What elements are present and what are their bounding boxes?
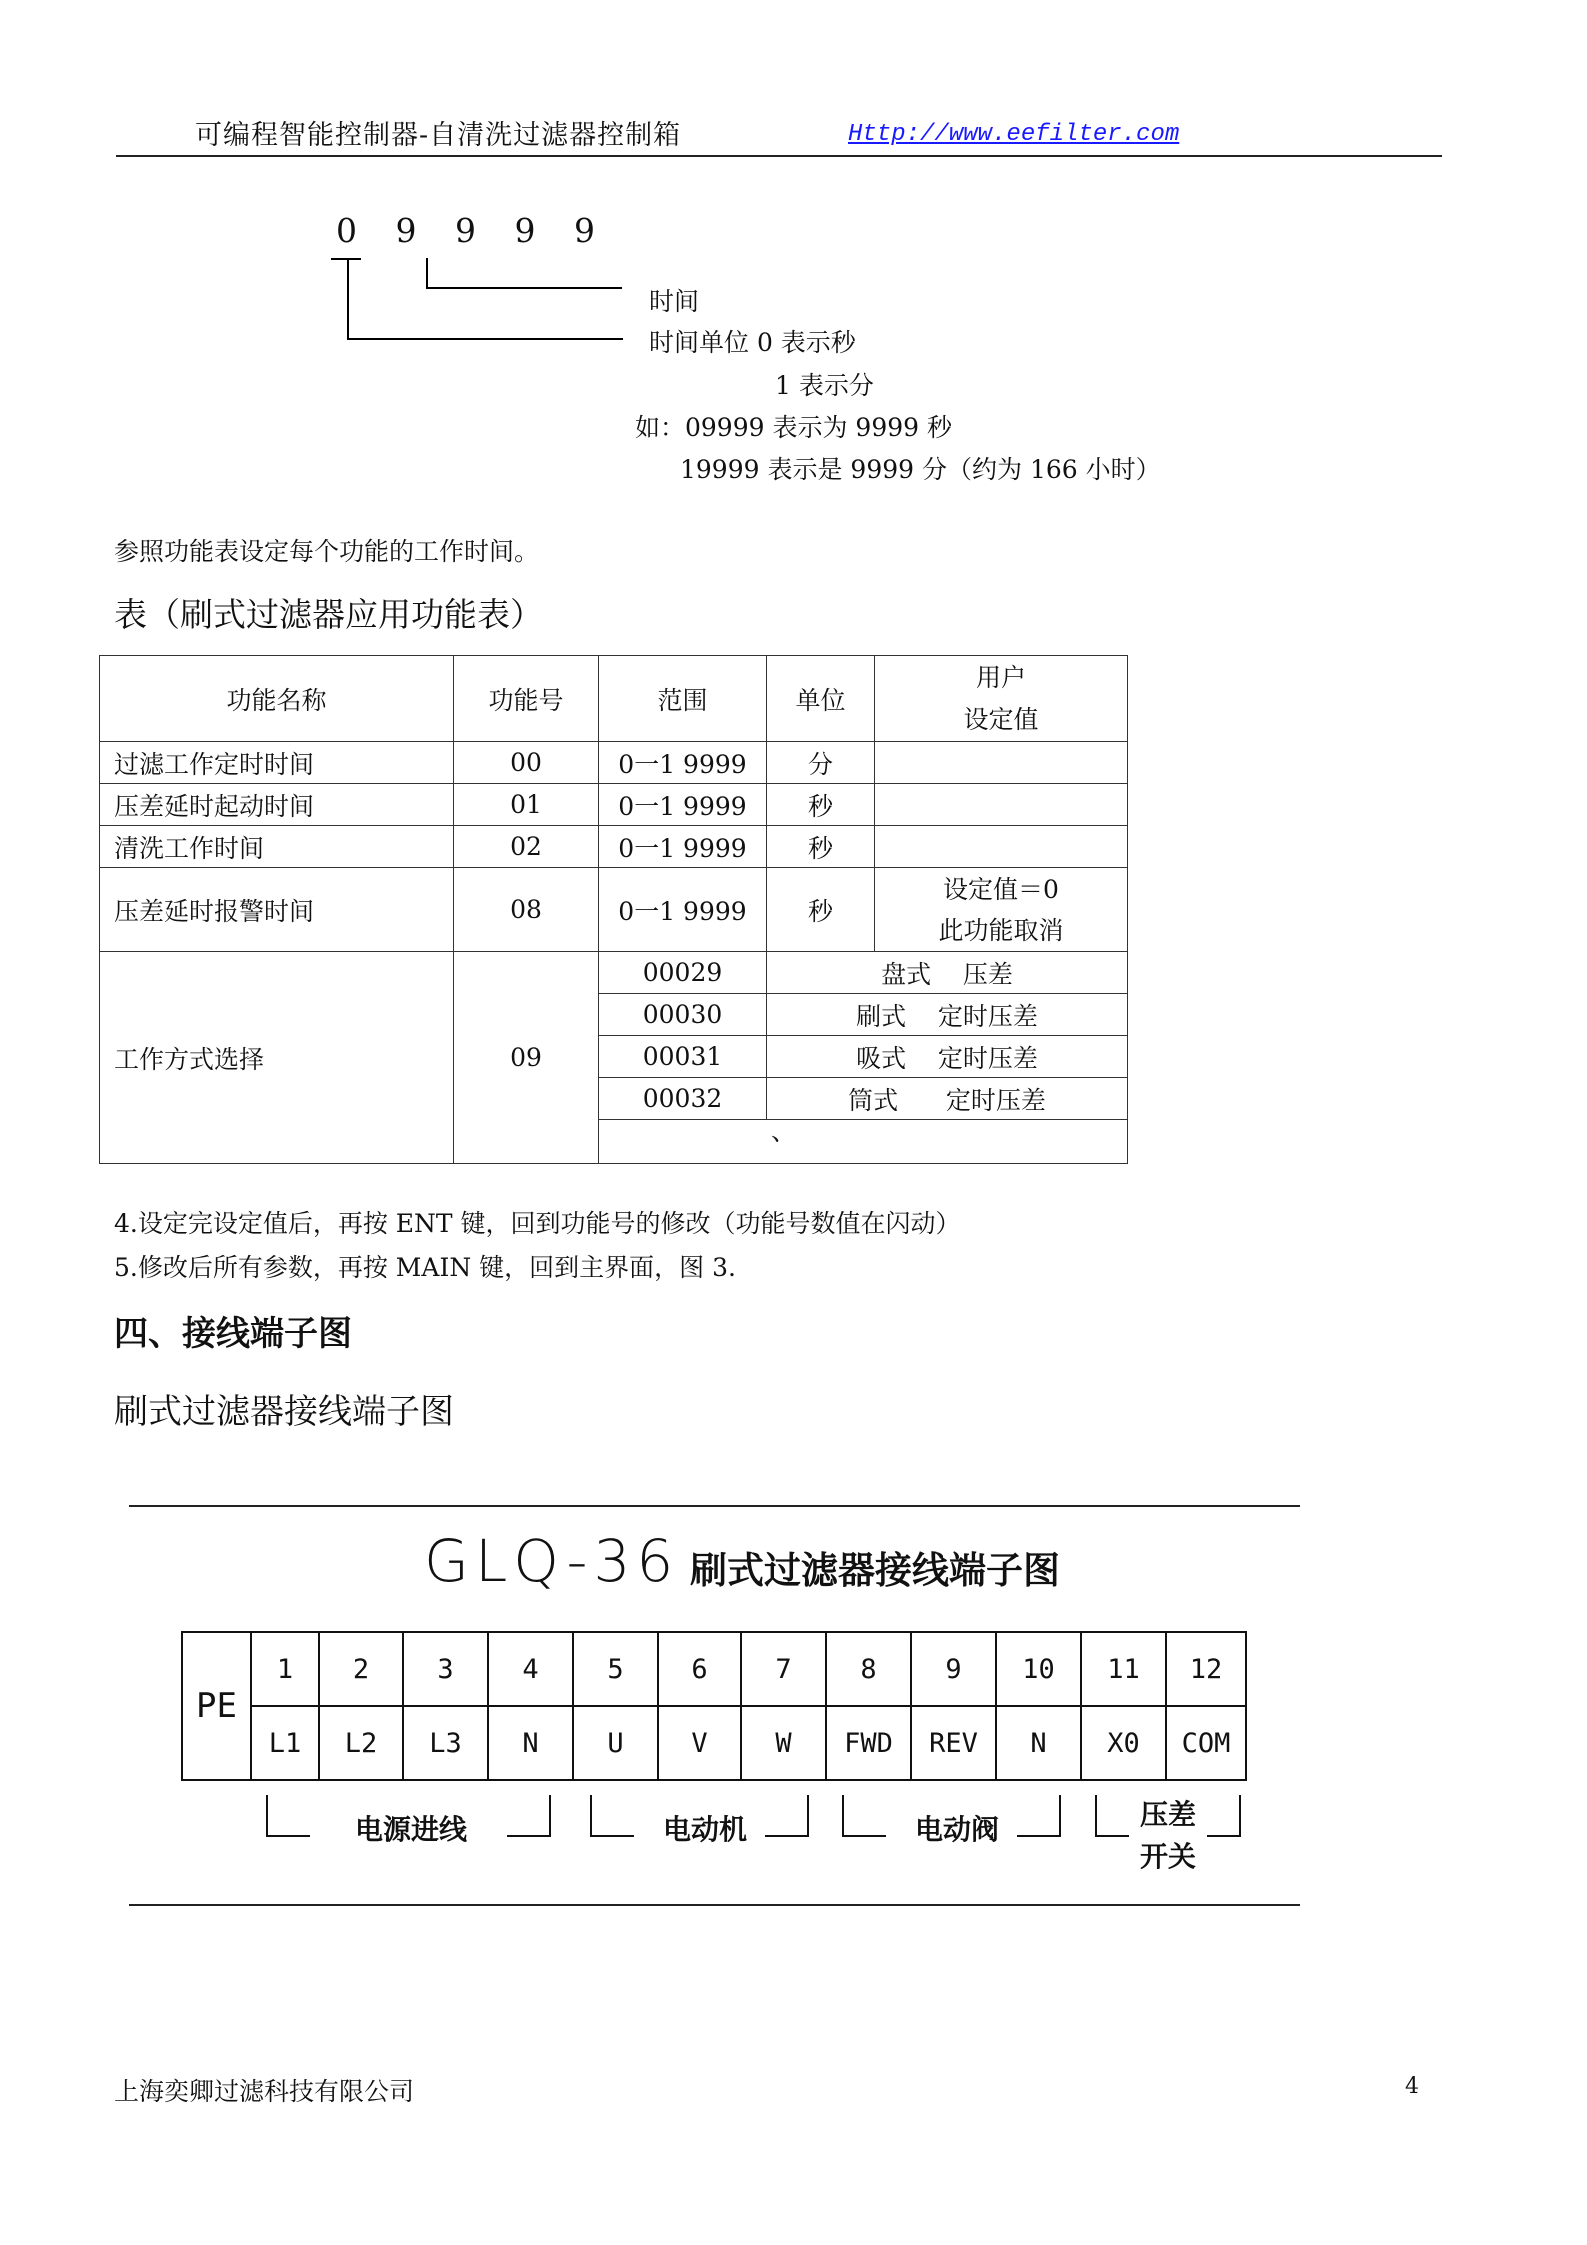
label-time: 时间 (649, 287, 700, 316)
label-time-unit-min: 1 表示分 (775, 371, 874, 400)
bracket-time-vertical (426, 258, 428, 288)
intro-text: 参照功能表设定每个功能的工作时间。 (114, 537, 540, 566)
diagram-bottom-rule (129, 1904, 1300, 1906)
terminal-label: FWD (826, 1706, 911, 1780)
terminal-number: 8 (826, 1632, 911, 1706)
row-user-value[interactable] (875, 784, 1128, 826)
group-bracket-power-right (507, 1795, 551, 1837)
terminal-number: 10 (996, 1632, 1081, 1706)
table-row (100, 742, 1128, 784)
header-title: 可编程智能控制器-自清洗过滤器控制箱 (195, 120, 682, 151)
table-row (100, 826, 1128, 868)
terminal-label: L2 (319, 1706, 403, 1780)
terminal-number: 7 (741, 1632, 826, 1706)
terminal-number: 11 (1081, 1632, 1166, 1706)
terminal-label: V (658, 1706, 741, 1780)
group-label-valve: 电动阀 (915, 1813, 1000, 1846)
mode-option-desc: 吸式 定时压差 (767, 1036, 1128, 1078)
diagram-caption: 刷式过滤器接线端子图 (114, 1392, 454, 1432)
header-func-name: 功能名称 (100, 656, 454, 742)
group-bracket-motor-right (765, 1795, 809, 1837)
row-name: 过滤工作定时时间 (100, 742, 454, 784)
label-time-unit: 时间单位 0 表示秒 (649, 328, 856, 357)
terminal-block (181, 1631, 1247, 1781)
step-5-text: 5.修改后所有参数，再按 MAIN 键，回到主界面，图 3. (114, 1253, 736, 1282)
terminal-number: 12 (1166, 1632, 1246, 1706)
group-bracket-switch-right (1207, 1795, 1241, 1837)
row-range: 0一1 9999 (599, 742, 767, 784)
table-title: 表（刷式过滤器应用功能表） (114, 595, 543, 634)
table-row (100, 868, 1128, 952)
group-label-power: 电源进线 (355, 1813, 468, 1846)
row-name: 清洗工作时间 (100, 826, 454, 868)
row-code: 00 (454, 742, 599, 784)
row-unit: 秒 (767, 826, 875, 868)
row-unit: 分 (767, 742, 875, 784)
row-user-value[interactable] (875, 868, 1128, 952)
mode-option-value: 00032 (599, 1078, 767, 1120)
row-unit: 秒 (767, 868, 875, 952)
row-user-value[interactable] (875, 742, 1128, 784)
bracket-unit-vertical (347, 258, 349, 339)
mode-code: 09 (454, 952, 599, 1164)
mode-row (100, 952, 1128, 994)
terminal-number: 6 (658, 1632, 741, 1706)
bracket-time-horizontal (426, 287, 622, 289)
header-user: 用户 (975, 662, 1026, 692)
mode-option-desc: 刷式 定时压差 (767, 994, 1128, 1036)
row-code: 01 (454, 784, 599, 826)
user-note-2: 此功能取消 (938, 915, 1064, 945)
terminal-label-row (182, 1706, 1246, 1780)
terminal-label: L3 (403, 1706, 488, 1780)
footer-page-number: 4 (1405, 2074, 1419, 2099)
group-label-switch-2: 开关 (1140, 1840, 1197, 1873)
terminal-number: 3 (403, 1632, 488, 1706)
step-4-text: 4.设定完设定值后，再按 ENT 键，回到功能号的修改（功能号数值在闪动） (114, 1209, 961, 1238)
terminal-pe: PE (182, 1632, 251, 1780)
table-header-row (100, 656, 1128, 742)
row-range: 0一1 9999 (599, 784, 767, 826)
terminal-label: N (488, 1706, 573, 1780)
header-divider (116, 155, 1442, 157)
example-seconds: 如：09999 表示为 9999 秒 (635, 413, 952, 442)
header-user-value (875, 656, 1128, 742)
header-func-code: 功能号 (454, 656, 599, 742)
terminal-number: 1 (251, 1632, 319, 1706)
mode-trailing-cell (599, 1117, 1128, 1164)
diagram-model: GLQ-36 (424, 1527, 680, 1595)
row-code: 08 (454, 868, 599, 952)
group-bracket-valve-left (842, 1795, 886, 1837)
row-name: 压差延时起动时间 (100, 784, 454, 826)
group-bracket-power-left (266, 1795, 310, 1837)
header-range: 范围 (599, 656, 767, 742)
group-bracket-switch-left (1095, 1795, 1129, 1837)
section-heading: 四、接线端子图 (114, 1314, 352, 1354)
example-minutes: 19999 表示是 9999 分（约为 166 小时） (680, 455, 1161, 484)
terminal-label: REV (911, 1706, 996, 1780)
mode-option-value: 00029 (599, 952, 767, 994)
mode-name: 工作方式选择 (100, 952, 454, 1164)
row-user-value[interactable] (875, 826, 1128, 868)
diagram-top-rule (129, 1505, 1300, 1507)
terminal-label: L1 (251, 1706, 319, 1780)
diagram-title: 刷式过滤器接线端子图 (690, 1549, 1060, 1592)
group-label-switch-1: 压差 (1140, 1798, 1197, 1831)
trailing-mark: 、 (771, 1117, 797, 1146)
function-table (99, 655, 1128, 1164)
group-bracket-valve-right (1017, 1795, 1061, 1837)
group-bracket-motor-left (590, 1795, 634, 1837)
terminal-label: COM (1166, 1706, 1246, 1780)
header-unit: 单位 (767, 656, 875, 742)
group-label-motor: 电动机 (663, 1813, 748, 1846)
mode-option-value: 00030 (599, 994, 767, 1036)
mode-option-desc: 筒式 定时压差 (767, 1078, 1128, 1120)
terminal-label: X0 (1081, 1706, 1166, 1780)
code-digits: 0 9 9 9 9 (336, 211, 609, 250)
row-range: 0一1 9999 (599, 826, 767, 868)
terminal-number: 5 (573, 1632, 658, 1706)
row-unit: 秒 (767, 784, 875, 826)
user-note-1: 设定值＝0 (943, 874, 1059, 904)
terminal-number: 2 (319, 1632, 403, 1706)
terminal-number: 4 (488, 1632, 573, 1706)
row-name: 压差延时报警时间 (100, 868, 454, 952)
terminal-label: W (741, 1706, 826, 1780)
row-code: 02 (454, 826, 599, 868)
footer-company: 上海奕卿过滤科技有限公司 (114, 2077, 415, 2106)
terminal-label: U (573, 1706, 658, 1780)
terminal-number: 9 (911, 1632, 996, 1706)
terminal-number-row (182, 1632, 1246, 1706)
row-range: 0一1 9999 (599, 868, 767, 952)
mode-option-value: 00031 (599, 1036, 767, 1078)
bracket-unit-horizontal (347, 338, 623, 340)
table-row (100, 784, 1128, 826)
header-url-link[interactable]: Http://www.eefilter.com (848, 121, 1180, 148)
header-setvalue: 设定值 (963, 704, 1039, 734)
code-underline (331, 258, 361, 260)
terminal-label: N (996, 1706, 1081, 1780)
mode-option-desc: 盘式 压差 (767, 952, 1128, 994)
